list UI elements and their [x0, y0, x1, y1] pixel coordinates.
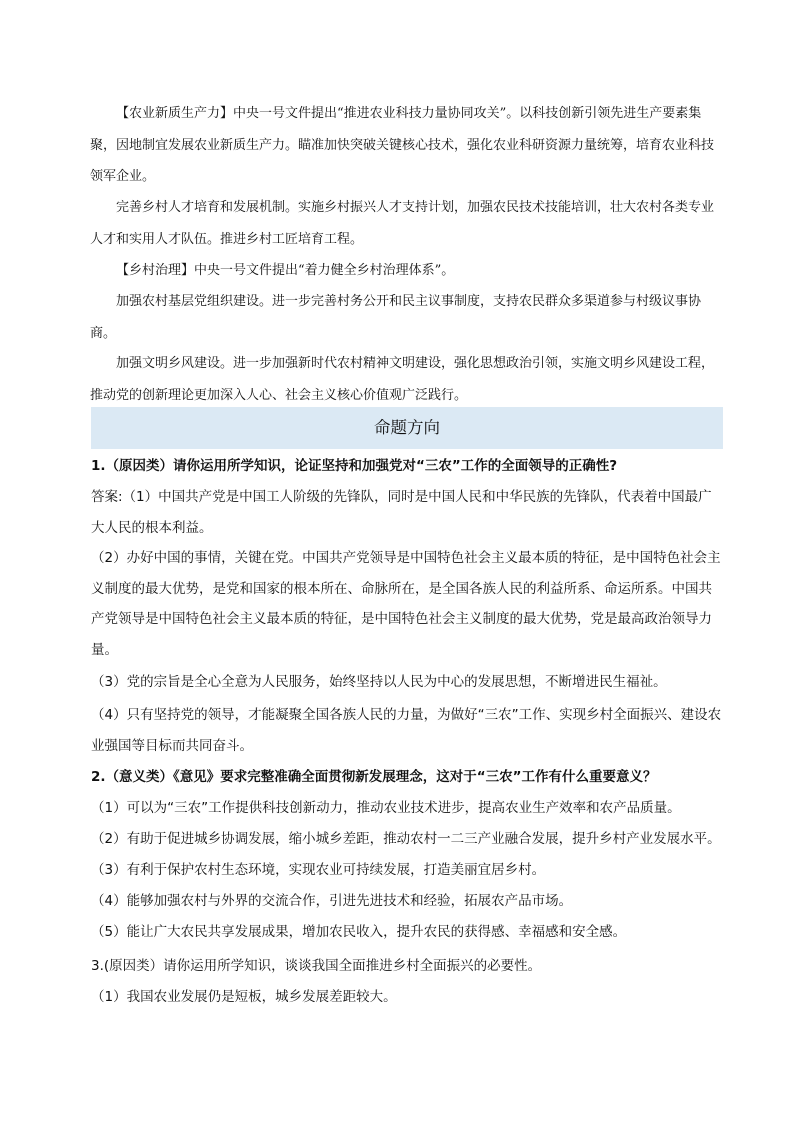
question-1-answer-2: （2）办好中国的事情，关键在党。中国共产党领导是中国特色社会主义最本质的特征，是中国特色社会主义制度的最大优势，是党和国家的根本所在、命脉所在，是全国各族人民的利益所系、命运所系。中国共产党领导是中国特色社会主义最本质的特征，是中国特色社会主义制度的最大优势，党是最高政治领导力量。 — [91, 550, 721, 658]
section-header-band — [91, 407, 723, 449]
paragraph-party-building: 加强农村基层党组织建设。进一步完善村务公开和民主议事制度，支持农民群众多渠道参与村级议事协商。 — [90, 294, 702, 341]
question-1-title: 1.（原因类）请你运用所学知识，论证坚持和加强党对“三农”工作的全面领导的正确性? — [91, 458, 618, 474]
paragraph-civility: 加强文明乡风建设。进一步加强新时代农村精神文明建设，强化思想政治引领，实施文明乡风建设工程，推动党的创新理论更加深入人心、社会主义核心价值观广泛践行。 — [90, 356, 715, 403]
question-2-answer-1: （1）可以为“三农”工作提供科技创新动力，推动农业技术进步，提高农业生产效率和农产品质量。 — [91, 800, 681, 816]
paragraph-agri-productivity: 【农业新质生产力】中央一号文件提出“推进农业科技力量协同攻关”。以科技创新引领先进生产要素集聚，因地制宜发展农业新质生产力。瞄准加快突破关键核心技术，强化农业科研资源力量统筹，培育农业科技领军企业。 — [90, 106, 715, 184]
question-2-answer-3: （3）有利于保护农村生态环境，实现农业可持续发展，打造美丽宜居乡村。 — [91, 862, 546, 878]
question-2-answer-5: （5）能让广大农民共享发展成果，增加农民收入，提升农民的获得感、幸福感和安全感。 — [91, 924, 627, 940]
question-1-answer-4: （4）只有坚持党的领导，才能凝聚全国各族人民的力量，为做好“三农”工作、实现乡村全面振兴、建设农业强国等目标而共同奋斗。 — [91, 707, 722, 754]
question-1-answer-1: 答案:（1）中国共产党是中国工人阶级的先锋队，同时是中国人民和中华民族的先锋队，代表着中国最广大人民的根本利益。 — [91, 489, 712, 536]
question-2-answer-2: （2）有助于促进城乡协调发展，缩小城乡差距，推动农村一二三产业融合发展，提升乡村产业发展水平。 — [91, 831, 721, 847]
question-1-answer-3: （3）党的宗旨是全心全意为人民服务，始终坚持以人民为中心的发展思想，不断增进民生福祉。 — [91, 674, 667, 690]
question-2-title: 2.（意义类）《意见》要求完整准确全面贯彻新发展理念，这对于“三农”工作有什么重要意义？ — [91, 769, 657, 785]
section-title: 命题方向 — [374, 418, 440, 437]
paragraph-rural-governance: 【乡村治理】中央一号文件提出“着力健全乡村治理体系”。 — [116, 263, 455, 278]
question-3-answer-1: （1）我国农业发展仍是短板，城乡发展差距较大。 — [91, 989, 397, 1005]
question-3-title: 3.(原因类）请你运用所学知识，谈谈我国全面推进乡村全面振兴的必要性。 — [91, 958, 542, 974]
question-2-answer-4: （4）能够加强农村与外界的交流合作，引进先进技术和经验，拓展农产品市场。 — [91, 893, 573, 909]
paragraph-rural-talent: 完善乡村人才培育和发展机制。实施乡村振兴人才支持计划，加强农民技术技能培训，壮大农村各类专业人才和实用人才队伍。推进乡村工匠培育工程。 — [90, 200, 715, 247]
